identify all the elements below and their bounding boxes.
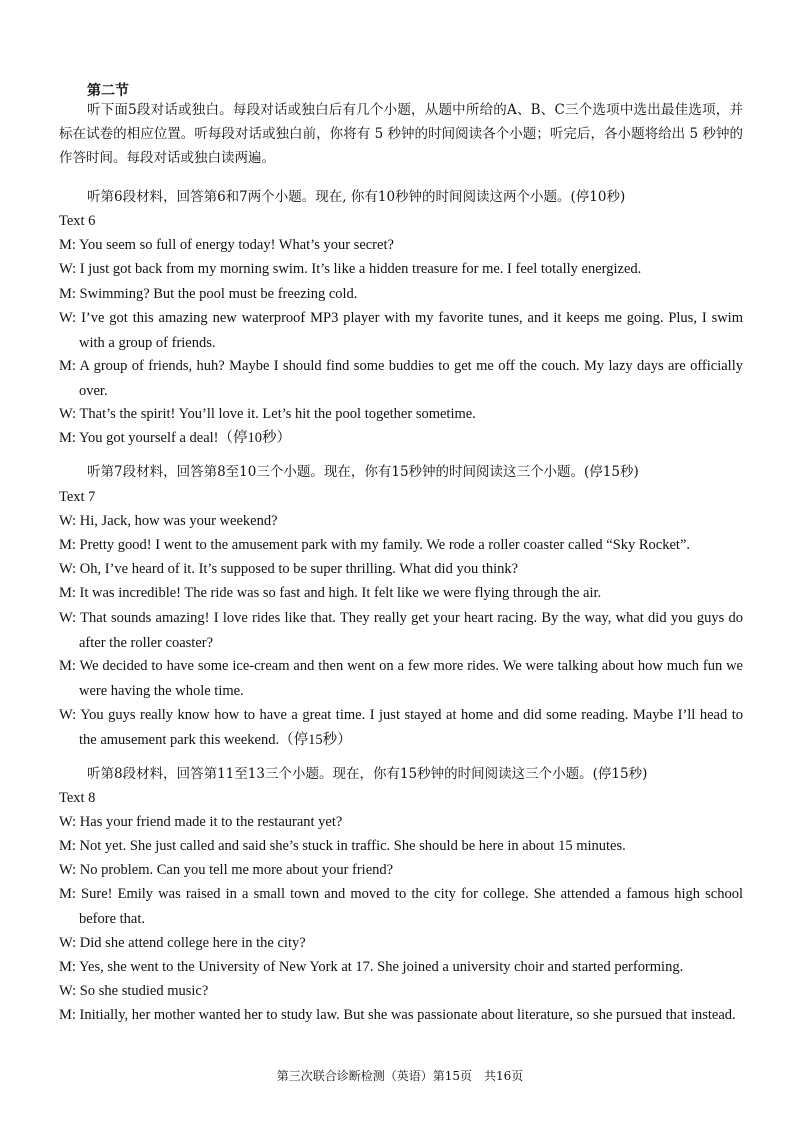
text7-line-3: W: Oh, I’ve heard of it. It’s supposed to be super thrilling. What did you think? [59, 561, 519, 577]
text8-line-4: M: Sure! Emily was raised in a small town and moved to the city for college. She attended a famous high school before that. [59, 886, 743, 927]
text6-line-3: M: Swimming? But the pool must be freezing cold. [59, 286, 358, 302]
text6-label: Text 6 [59, 213, 96, 229]
text8-line-7: W: So she studied music? [59, 983, 209, 999]
text6-line-1: M: You seem so full of energy today! What’s your secret? [59, 237, 394, 253]
text7-line-4: M: It was incredible! The ride was so fast and high. It felt like we were flying through the air. [59, 585, 602, 601]
text6-intro: 听第6段材料，回答第6和7两个小题。现在, 你有10秒钟的时间阅读这两个小题。(停10秒) [87, 189, 626, 205]
text8-line-1: W: Has your friend made it to the restaurant yet? [59, 814, 343, 830]
text8-label: Text 8 [59, 790, 96, 806]
text8-line-3: W: No problem. Can you tell me more about your friend? [59, 862, 394, 878]
text6-line-7: M: You got yourself a deal!（停10秒） [59, 430, 291, 446]
text7-line-2: M: Pretty good! I went to the amusement park with my family. We rode a roller coaster called “Sky Rocket”. [59, 537, 691, 553]
text8-line-2: M: Not yet. She just called and said she’s stuck in traffic. She should be here in about 15 minutes. [59, 838, 626, 854]
text6-line-2: W: I just got back from my morning swim. It’s like a hidden treasure for me. I feel totally energized. [59, 261, 642, 277]
section-instructions: 听下面5段对话或独白。每段对话或独白后有几个小题，从题中所给的A、B、C三个选项中选出最佳选项，并标在试卷的相应位置。听每段对话或独白前，你将有 5 秒钟的时间阅读各个小题；听完后，各小题将给出 5 秒钟的作答时间。每段对话或独白读两遍。 [59, 102, 743, 166]
text7-line-7: W: You guys really know how to have a great time. I just stayed at home and did some reading. Maybe I’ll head to the amusement park this weekend.（停15秒） [59, 707, 743, 748]
text6-line-4: W: I’ve got this amazing new waterproof MP3 player with my favorite tunes, and it keeps me going. Plus, I swim with a group of friends. [59, 310, 743, 351]
text8-line-8: M: Initially, her mother wanted her to study law. But she was passionate about literature, so she pursued that instead. [59, 1007, 736, 1023]
page-footer: 第三次联合诊断检测（英语）第15页 共16页 [276, 1069, 524, 1083]
text6-line-6: W: That’s the spirit! You’ll love it. Let’s hit the pool together sometime. [59, 406, 476, 422]
text7-intro: 听第7段材料，回答第8至10三个小题。现在，你有15秒钟的时间阅读这三个小题。(停15秒) [87, 464, 639, 480]
text6-line-5: M: A group of friends, huh? Maybe I should find some buddies to get me off the couch. My lazy days are officially over. [59, 358, 743, 399]
text7-line-5: W: That sounds amazing! I love rides like that. They really get your heart racing. By the way, what did you guys do after the roller coaster? [59, 610, 743, 651]
text8-line-5: W: Did she attend college here in the city? [59, 935, 306, 951]
text8-intro: 听第8段材料，回答第11至13三个小题。现在，你有15秒钟的时间阅读这三个小题。(停15秒) [87, 766, 648, 782]
text8-line-6: M: Yes, she went to the University of New York at 17. She joined a university choir and started performing. [59, 959, 684, 975]
text7-line-1: W: Hi, Jack, how was your weekend? [59, 513, 278, 529]
section-title: 第二节 [87, 83, 129, 99]
text7-label: Text 7 [59, 489, 96, 505]
text7-line-6: M: We decided to have some ice-cream and then went on a few more rides. We were talking about how much fun we were having the whole time. [59, 658, 743, 699]
